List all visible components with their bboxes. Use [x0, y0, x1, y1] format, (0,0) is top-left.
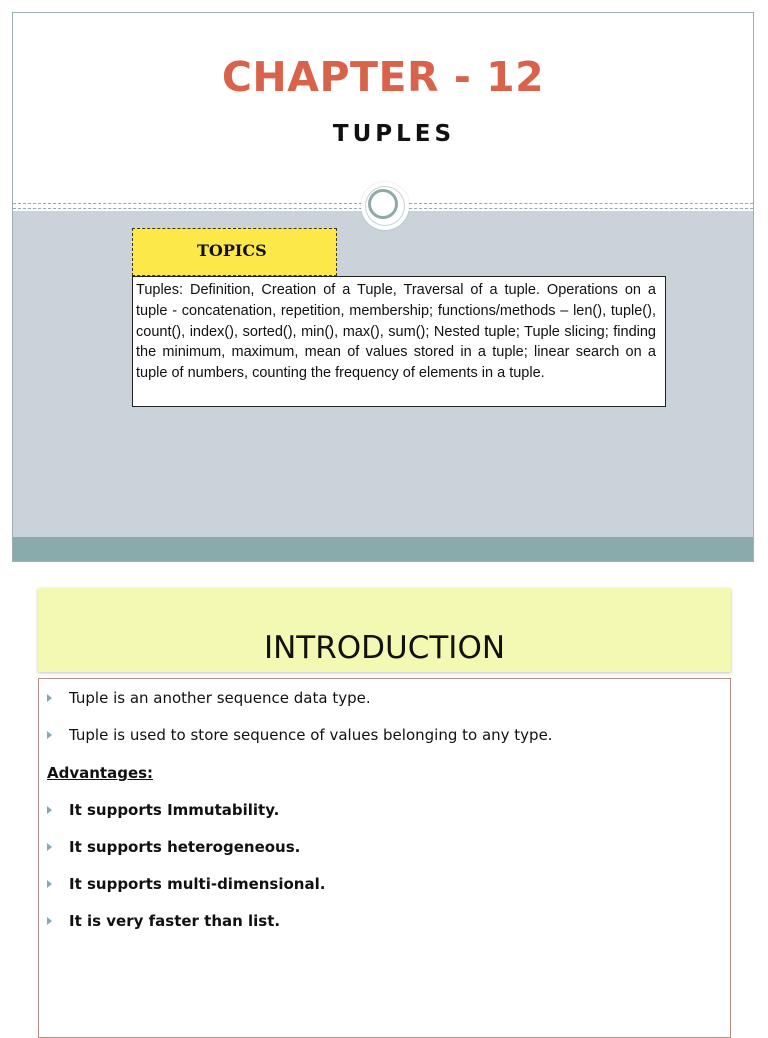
list-item-text: Tuple is used to store sequence of values belonging to any type. — [69, 726, 553, 744]
topics-text: Tuples: Definition, Creation of a Tuple, Traversal of a tuple. Operations on a tuple - concatenation, repetition, membership; functions/methods – len(), tuple(), count(), index(), sorted(), min(), max(), sum(); Nested tuple; Tuple slicing; finding the minimum, maximum, mean of values stored in a tuple; linear search on a tuple of numbers, counting the frequency of elements in a tuple. — [132, 276, 666, 407]
triangle-right-icon — [47, 880, 52, 888]
slide-chapter-cover — [12, 12, 754, 562]
list-item-text: It supports Immutability. — [69, 801, 280, 819]
intro-body — [38, 678, 731, 1038]
cover-footer-band — [13, 537, 753, 562]
triangle-right-icon — [47, 806, 52, 814]
list-item-text: It supports heterogeneous. — [69, 838, 301, 856]
advantages-heading: Advantages: — [47, 764, 154, 782]
chapter-title: CHAPTER - 12 — [221, 53, 545, 101]
ring-icon — [361, 182, 409, 230]
cover-header — [13, 13, 753, 205]
intro-header — [38, 588, 731, 672]
chapter-subtitle: TUPLES — [332, 121, 456, 147]
triangle-right-icon — [47, 731, 52, 739]
topics-label: TOPICS — [132, 228, 337, 276]
triangle-right-icon — [47, 843, 52, 851]
triangle-right-icon — [47, 917, 52, 925]
list-item-text: Tuple is an another sequence data type. — [69, 689, 371, 707]
intro-title: INTRODUCTION — [263, 630, 506, 666]
list-item-text: It supports multi-dimensional. — [69, 875, 326, 893]
list-item-text: It is very faster than list. — [69, 912, 281, 930]
triangle-right-icon — [47, 694, 52, 702]
